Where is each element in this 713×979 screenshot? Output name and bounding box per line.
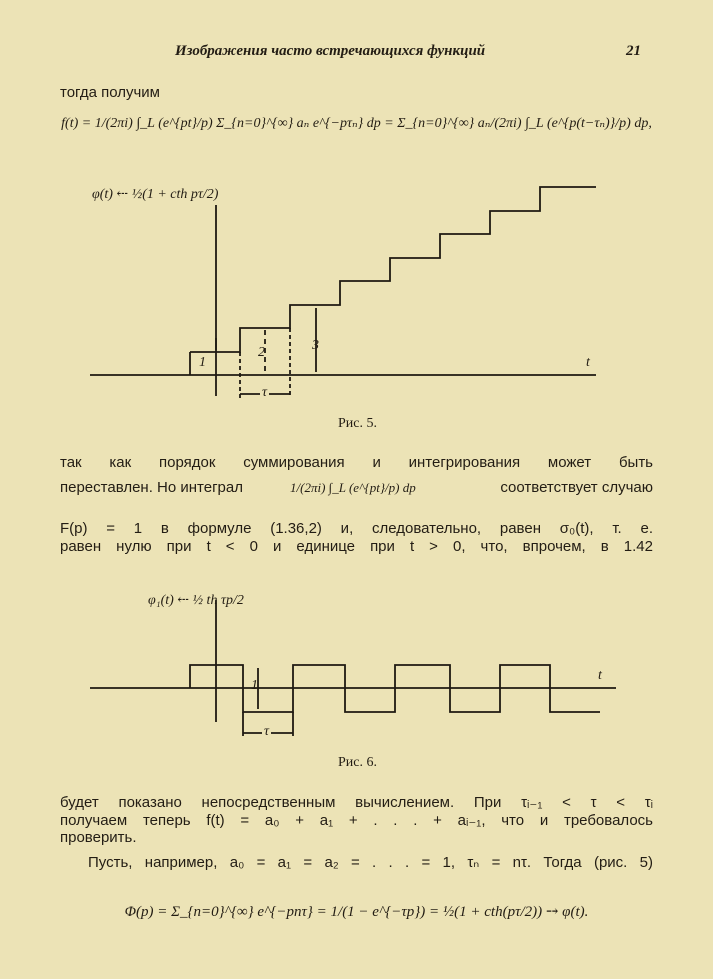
paragraph-line: F(p) = 1 в формуле (1.36,2) и, следовательно, равен σ₀(t), т. е.: [60, 520, 653, 537]
axis-label-t: t: [586, 355, 590, 370]
axis-label-t: t: [598, 668, 602, 683]
running-header: Изображения часто встречающихся функций: [175, 43, 486, 59]
figure-6-caption: Рис. 6.: [338, 755, 377, 770]
period-label: τ: [264, 724, 270, 739]
paragraph-line: получаем теперь f(t) = a₀ + a₁ + . . . + aᵢ₋₁, что и требовалось: [60, 812, 653, 829]
paragraph-line: будет показано непосредственным вычислением. При τᵢ₋₁ < τ < τᵢ: [60, 794, 653, 811]
paragraph-line: равен нулю при t < 0 и единице при t > 0, что, впрочем, в 1.42: [60, 538, 653, 555]
period-label: τ: [262, 385, 268, 400]
paragraph-line: соответствует случаю: [500, 479, 653, 496]
paragraph-line: переставлен. Но интеграл: [60, 479, 243, 496]
level-label: 1: [251, 678, 258, 693]
paragraph-line: проверить.: [60, 829, 137, 846]
paragraph-line: так как порядок суммирования и интегрирования может быть: [60, 454, 653, 471]
inline-integral: 1/(2πi) ∫_L (e^{pt}/p) dp: [290, 480, 416, 495]
step-label: 2: [258, 345, 265, 360]
step-label: 3: [312, 338, 319, 353]
figure-6-formula: φ₁(t) ⤎ ½ th τp/2: [148, 593, 244, 608]
equation-2: Φ(p) = Σ_{n=0}^{∞} e^{−pnτ} = 1/(1 − e^{−τp}) = ½(1 + cth(pτ/2)) ⤍ φ(t).: [124, 904, 589, 920]
paragraph-line: Пусть, например, a₀ = a₁ = a₂ = . . . = 1, τₙ = nτ. Тогда (рис. 5): [88, 854, 653, 871]
paragraph-line: тогда получим: [60, 84, 160, 101]
figure-5-formula: φ(t) ⤎ ½(1 + cth pτ/2): [92, 187, 219, 202]
equation-1: f(t) = 1/(2πi) ∫_L (e^{pt}/p) Σ_{n=0}^{∞} aₙ e^{−pτₙ} dp = Σ_{n=0}^{∞} aₙ/(2πi) ∫_L (e^{p(t−τₙ)}/p) dp,: [61, 116, 652, 131]
step-label: 1: [199, 355, 206, 370]
figure-5-caption: Рис. 5.: [338, 416, 377, 431]
page-number: 21: [626, 43, 641, 59]
